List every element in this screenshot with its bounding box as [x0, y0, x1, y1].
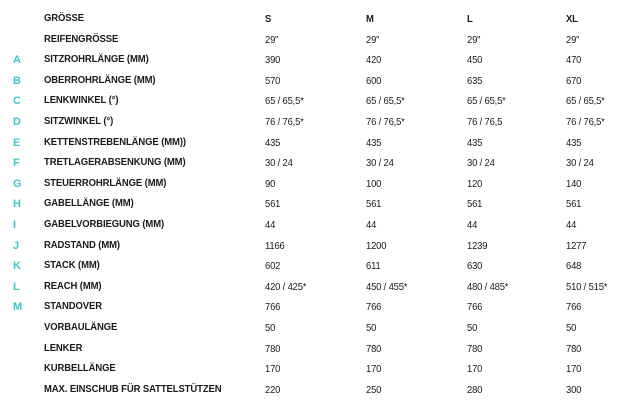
- table-row: [0, 339, 620, 360]
- row-value: 420 / 425*: [265, 280, 307, 293]
- row-value: 29": [566, 33, 580, 46]
- row-value: 170: [366, 363, 382, 376]
- table-row: [0, 50, 620, 71]
- table-row: [0, 277, 620, 298]
- row-value: 50: [265, 321, 276, 334]
- row-value: 90: [265, 177, 276, 190]
- row-value: 480 / 485*: [467, 280, 509, 293]
- row-value: 470: [566, 54, 582, 67]
- row-label: OBERROHRLÄNGE (MM): [44, 74, 156, 86]
- row-value: 1239: [467, 239, 488, 252]
- geometry-letter: D: [13, 115, 21, 128]
- row-value: 30 / 24: [467, 157, 495, 170]
- row-value: 30 / 24: [566, 157, 594, 170]
- table-row: [0, 297, 620, 318]
- geometry-letter: J: [13, 239, 19, 252]
- row-value: 766: [366, 301, 382, 314]
- row-label: TRETLAGERABSENKUNG (MM): [44, 157, 186, 169]
- row-value: 648: [566, 260, 582, 273]
- row-value: 390: [265, 54, 281, 67]
- row-value: 170: [566, 363, 582, 376]
- row-value: 630: [467, 260, 483, 273]
- geometry-letter: E: [13, 136, 21, 149]
- row-value: 76 / 76,5*: [265, 115, 304, 128]
- table-row: [0, 256, 620, 277]
- geometry-letter: I: [13, 218, 16, 231]
- row-value: 600: [366, 74, 382, 87]
- row-label: REACH (MM): [44, 280, 102, 292]
- row-value: 420: [366, 54, 382, 67]
- row-value: 561: [566, 198, 582, 211]
- row-value: 29": [265, 33, 279, 46]
- row-value: 220: [265, 383, 281, 396]
- table-row: [0, 133, 620, 154]
- row-value: 780: [467, 342, 483, 355]
- row-value: 65 / 65,5*: [467, 95, 506, 108]
- row-value: 780: [265, 342, 281, 355]
- row-value: 29": [366, 33, 380, 46]
- row-value: 435: [467, 136, 483, 149]
- table-row: [0, 71, 620, 92]
- row-value: 450 / 455*: [366, 280, 408, 293]
- row-label: SITZROHRLÄNGE (MM): [44, 54, 149, 66]
- row-label: STANDOVER: [44, 301, 102, 313]
- row-value: 450: [467, 54, 483, 67]
- geometry-letter: F: [13, 157, 20, 170]
- row-value: 65 / 65,5*: [265, 95, 304, 108]
- row-value: 50: [467, 321, 478, 334]
- row-label: REIFENGRÖSSE: [44, 33, 119, 45]
- row-value: 561: [467, 198, 483, 211]
- size-header-l: L: [467, 13, 473, 25]
- table-row: [0, 215, 620, 236]
- table-row: [0, 236, 620, 257]
- row-value: 100: [366, 177, 382, 190]
- geometry-letter: C: [13, 95, 21, 108]
- row-value: 435: [265, 136, 281, 149]
- row-value: 30 / 24: [366, 157, 394, 170]
- row-value: 780: [566, 342, 582, 355]
- row-label: KETTENSTREBENLÄNGE (MM)): [44, 136, 186, 148]
- table-row: [0, 153, 620, 174]
- row-value: 29": [467, 33, 481, 46]
- table-row: [0, 380, 620, 401]
- geometry-letter: A: [13, 54, 21, 67]
- row-value: 30 / 24: [265, 157, 293, 170]
- row-value: 766: [467, 301, 483, 314]
- row-value: 561: [265, 198, 281, 211]
- row-value: 65 / 65,5*: [566, 95, 605, 108]
- table-row: [0, 318, 620, 339]
- row-value: 44: [566, 218, 577, 231]
- row-label: GABELLÄNGE (MM): [44, 198, 134, 210]
- table-row: [0, 30, 620, 51]
- row-value: 140: [566, 177, 582, 190]
- row-value: 670: [566, 74, 582, 87]
- row-label: RADSTAND (MM): [44, 239, 120, 251]
- row-value: 44: [265, 218, 276, 231]
- table-body: [0, 30, 620, 401]
- row-value: 635: [467, 74, 483, 87]
- row-value: 766: [265, 301, 281, 314]
- row-value: 766: [566, 301, 582, 314]
- row-value: 602: [265, 260, 281, 273]
- row-value: 44: [366, 218, 377, 231]
- geometry-letter: G: [13, 177, 22, 190]
- table-row: [0, 194, 620, 215]
- row-value: 170: [467, 363, 483, 376]
- size-header-xl: XL: [566, 13, 578, 25]
- row-value: 50: [566, 321, 577, 334]
- size-header-m: M: [366, 13, 374, 25]
- table-row: [0, 112, 620, 133]
- row-value: 510 / 515*: [566, 280, 608, 293]
- size-header-s: S: [265, 13, 272, 25]
- table-header-row: [0, 9, 620, 30]
- header-label: GRÖSSE: [44, 13, 84, 24]
- row-value: 561: [366, 198, 382, 211]
- row-value: 120: [467, 177, 483, 190]
- row-label: SITZWINKEL (°): [44, 115, 114, 127]
- row-label: LENKWINKEL (°): [44, 95, 119, 107]
- table-row: [0, 359, 620, 380]
- row-value: 76 / 76,5: [467, 115, 503, 128]
- row-value: 250: [366, 383, 382, 396]
- row-value: 435: [566, 136, 582, 149]
- row-value: 435: [366, 136, 382, 149]
- row-value: 44: [467, 218, 478, 231]
- row-value: 300: [566, 383, 582, 396]
- geometry-letter: K: [13, 260, 21, 273]
- geometry-letter: M: [13, 301, 22, 314]
- geometry-table: [0, 9, 620, 400]
- row-value: 76 / 76,5*: [566, 115, 605, 128]
- row-value: 170: [265, 363, 281, 376]
- row-value: 1166: [265, 239, 285, 252]
- row-value: 1200: [366, 239, 387, 252]
- row-value: 1277: [566, 239, 587, 252]
- geometry-letter: B: [13, 74, 21, 87]
- row-label: MAX. EINSCHUB FÜR SATTELSTÜTZEN: [44, 383, 222, 395]
- row-value: 65 / 65,5*: [366, 95, 405, 108]
- row-value: 611: [366, 260, 381, 273]
- row-value: 280: [467, 383, 483, 396]
- row-value: 50: [366, 321, 377, 334]
- row-value: 76 / 76,5*: [366, 115, 405, 128]
- geometry-letter: L: [13, 280, 20, 293]
- row-label: LENKER: [44, 342, 83, 354]
- row-value: 570: [265, 74, 281, 87]
- geometry-letter: H: [13, 198, 21, 211]
- row-label: STEUERROHRLÄNGE (MM): [44, 177, 167, 189]
- row-label: VORBAULÄNGE: [44, 321, 118, 333]
- row-label: STACK (MM): [44, 260, 100, 272]
- row-label: KURBELLÄNGE: [44, 363, 116, 375]
- table-row: [0, 174, 620, 195]
- row-label: GABELVORBIEGUNG (MM): [44, 218, 165, 230]
- row-value: 780: [366, 342, 382, 355]
- table-row: [0, 91, 620, 112]
